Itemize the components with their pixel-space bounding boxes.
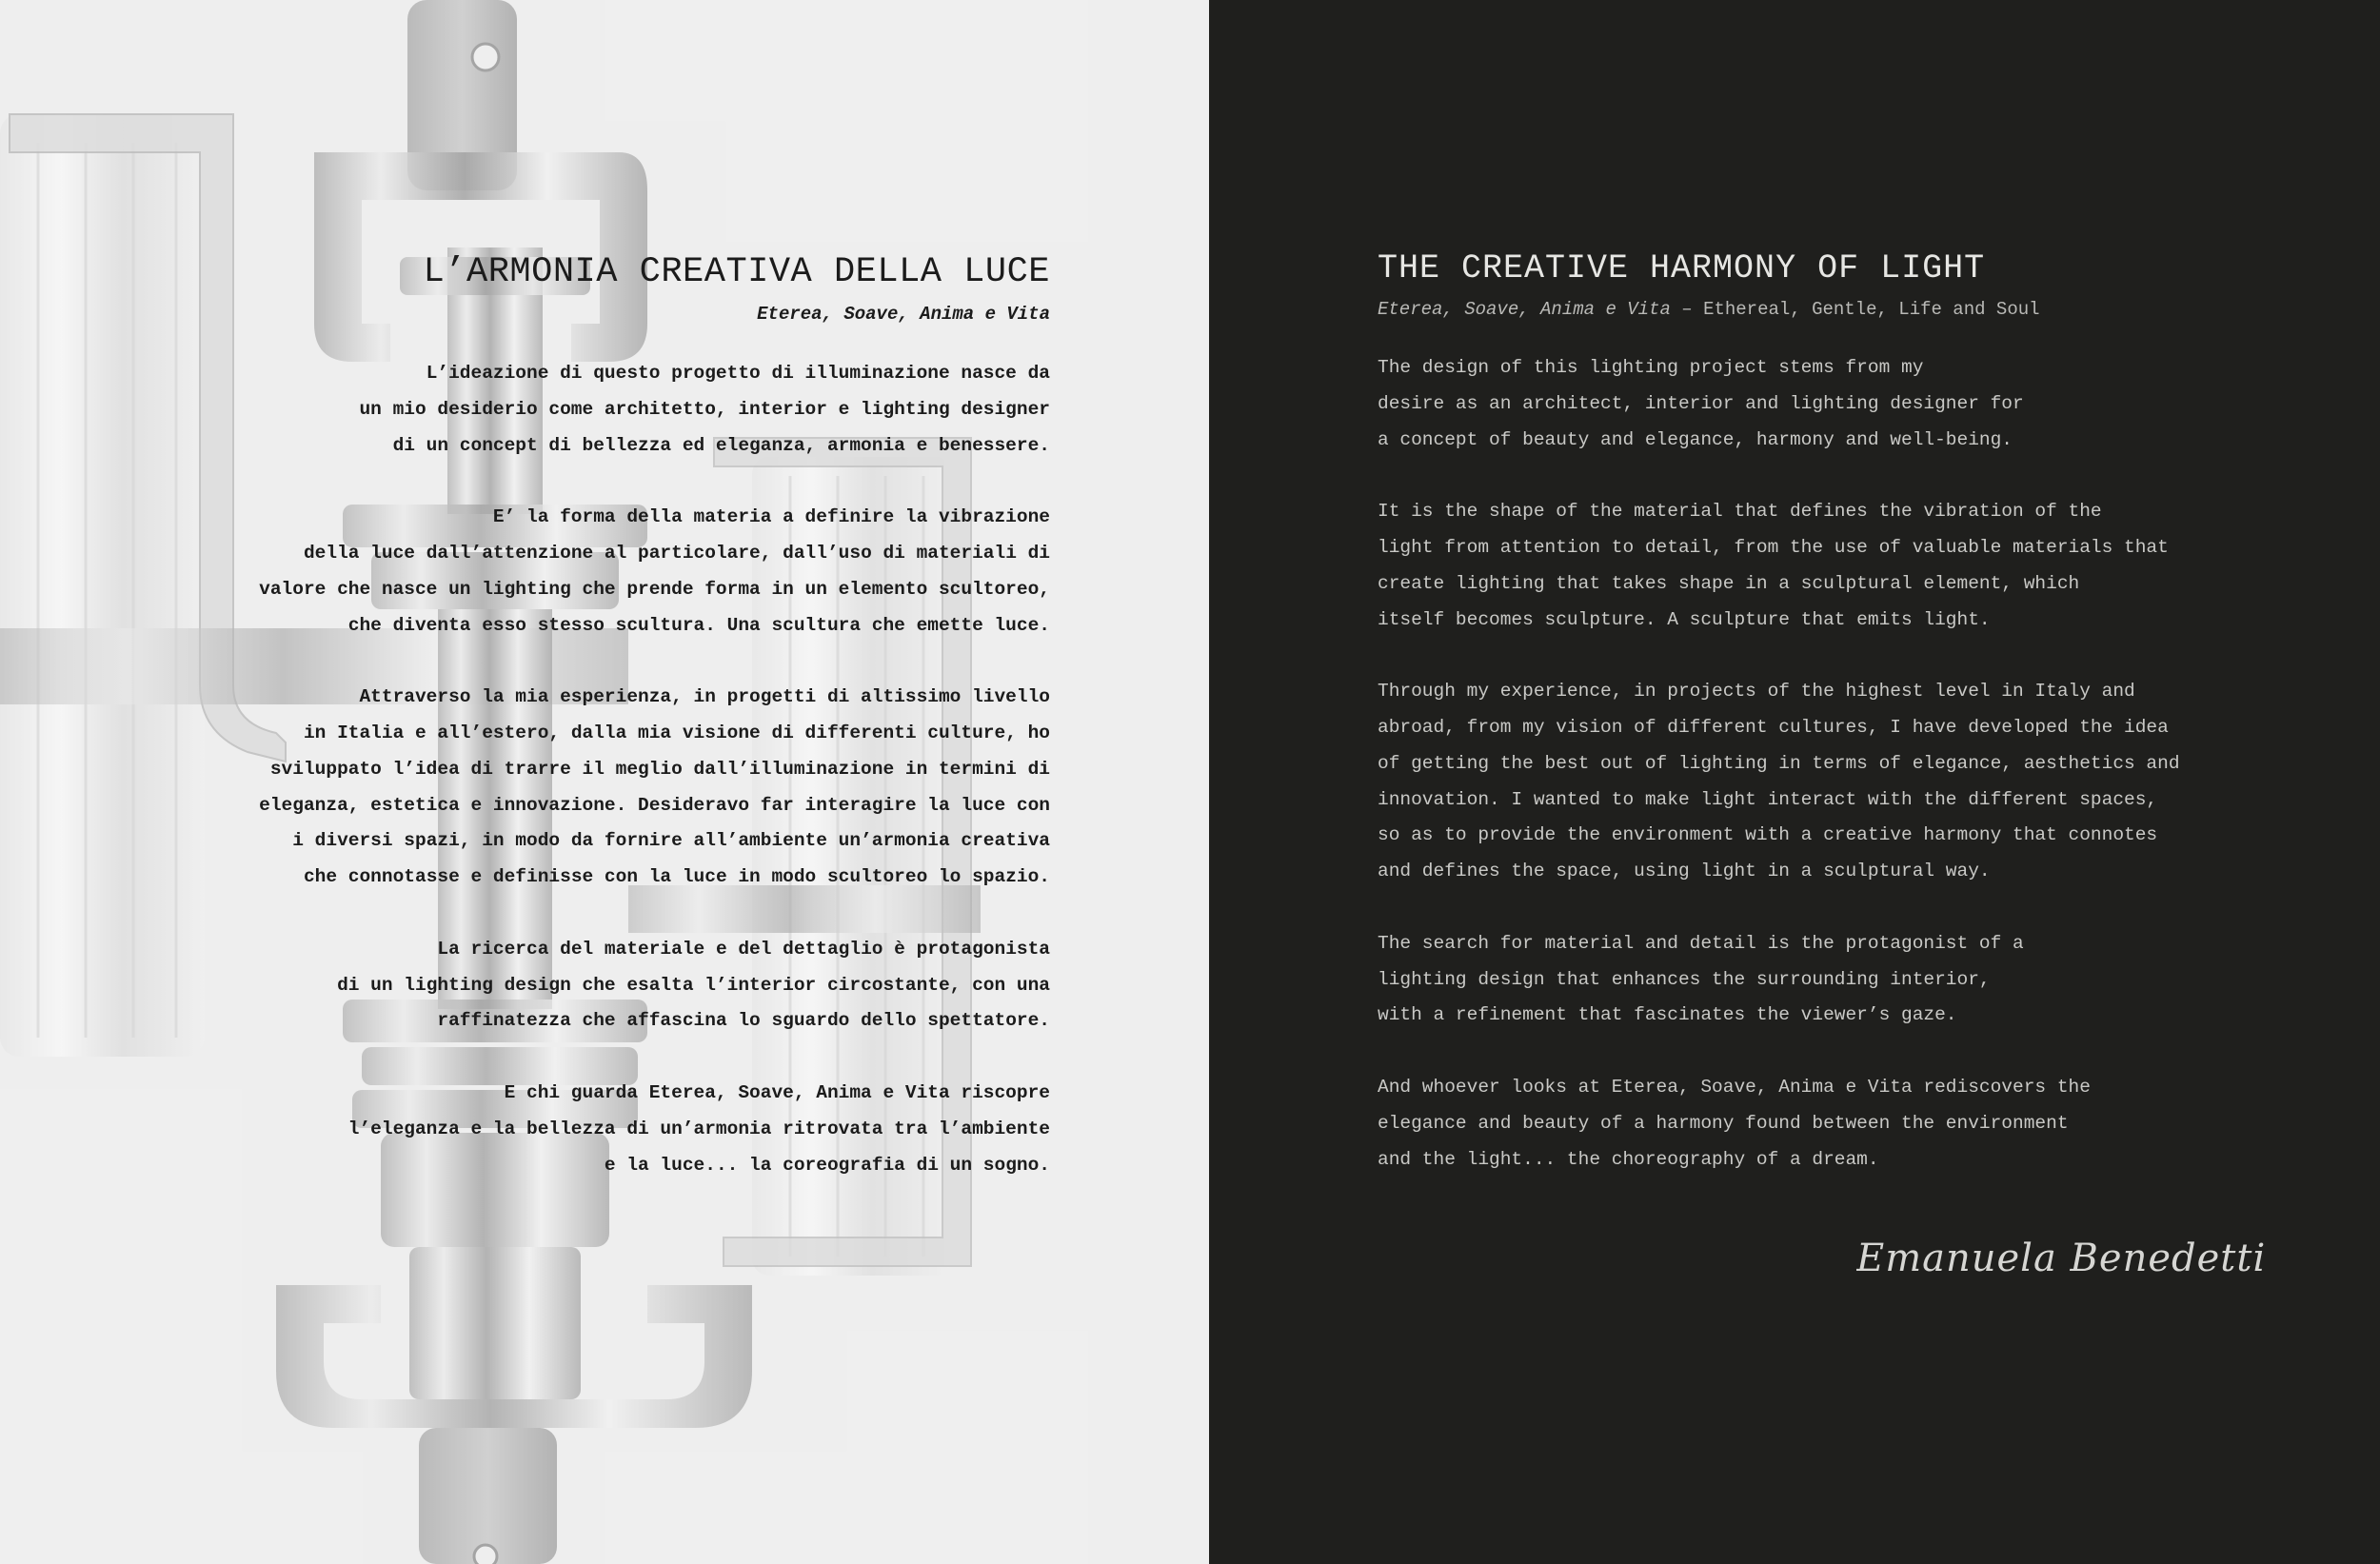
english-line: lighting design that enhances the surrounding interior, xyxy=(1378,968,1991,990)
english-paragraph xyxy=(1378,674,2349,890)
english-line: And whoever looks at Eterea, Soave, Anima e Vita rediscovers the xyxy=(1378,1076,2091,1098)
italian-title: L’ARMONIA CREATIVA DELLA LUCE xyxy=(423,252,1050,292)
english-line: with a refinement that fascinates the viewer’s gaze. xyxy=(1378,1004,1957,1026)
italian-line: in Italia e all’estero, dalla mia visione di differenti culture, ho xyxy=(303,722,1050,743)
english-line: The search for material and detail is the protagonist of a xyxy=(1378,932,2024,954)
english-subtitle-rest: – Ethereal, Gentle, Life and Soul xyxy=(1670,299,2040,320)
english-text-block xyxy=(1378,246,2349,1214)
italian-line: di un concept di bellezza ed eleganza, armonia e benessere. xyxy=(392,434,1050,456)
italian-line: La ricerca del materiale e del dettaglio è protagonista xyxy=(437,938,1050,960)
english-line: create lighting that takes shape in a sculptural element, which xyxy=(1378,572,2080,594)
italian-paragraph xyxy=(136,500,1050,643)
italian-line: Attraverso la mia esperienza, in progetti di altissimo livello xyxy=(359,686,1050,708)
italian-line: valore che nasce un lighting che prende forma in un elemento scultoreo, xyxy=(259,578,1050,600)
english-paragraph xyxy=(1378,494,2349,638)
italian-line: l’eleganza e la bellezza di un’armonia ritrovata tra l’ambiente xyxy=(347,1118,1050,1139)
italian-line: che connotasse e definisse con la luce in modo scultoreo lo spazio. xyxy=(303,866,1050,888)
english-subtitle-italic: Eterea, Soave, Anima e Vita xyxy=(1378,299,1671,320)
italian-line: della luce dall’attenzione al particolare, dall’uso di materiali di xyxy=(303,542,1050,564)
signature xyxy=(1856,1218,2275,1295)
italian-line: eleganza, estetica e innovazione. Desideravo far interagire la luce con xyxy=(259,794,1050,816)
english-line: a concept of beauty and elegance, harmony and well-being. xyxy=(1378,428,2013,450)
english-paragraph xyxy=(1378,350,2349,458)
english-line: light from attention to detail, from the use of valuable materials that xyxy=(1378,536,2169,558)
english-line: innovation. I wanted to make light interact with the different spaces, xyxy=(1378,788,2158,810)
italian-paragraph xyxy=(136,932,1050,1039)
english-line: desire as an architect, interior and lighting designer for xyxy=(1378,392,2024,414)
italian-line: e la luce... la coreografia di un sogno. xyxy=(604,1154,1050,1176)
italian-line: L’ideazione di questo progetto di illuminazione nasce da xyxy=(426,363,1050,384)
english-subtitle xyxy=(1378,291,2349,327)
english-line: elegance and beauty of a harmony found between the environment xyxy=(1378,1112,2069,1134)
english-line: so as to provide the environment with a creative harmony that connotes xyxy=(1378,824,2158,846)
english-line: It is the shape of the material that defines the vibration of the xyxy=(1378,501,2102,523)
signature-text: Emanuela Benedetti xyxy=(1856,1237,2267,1280)
english-title: THE CREATIVE HARMONY OF LIGHT xyxy=(1378,249,1986,287)
english-line: Through my experience, in projects of the highest level in Italy and xyxy=(1378,681,2135,703)
english-line: and the light... the choreography of a dream. xyxy=(1378,1148,1879,1170)
italian-paragraph xyxy=(136,680,1050,896)
italian-paragraph xyxy=(136,356,1050,464)
italian-line: di un lighting design che esalta l’interior circostante, con una xyxy=(337,974,1050,996)
english-line: itself becomes sculpture. A sculpture that emits light. xyxy=(1378,608,1991,630)
english-line: of getting the best out of lighting in terms of elegance, aesthetics and xyxy=(1378,752,2180,774)
italian-text-block xyxy=(136,249,1050,1219)
english-paragraph xyxy=(1378,1070,2349,1178)
english-paragraph xyxy=(1378,926,2349,1034)
italian-subtitle: Eterea, Soave, Anima e Vita xyxy=(757,304,1050,325)
english-line: and defines the space, using light in a sculptural way. xyxy=(1378,861,1991,882)
italian-line: i diversi spazi, in modo da fornire all’ambiente un’armonia creativa xyxy=(292,830,1050,852)
italian-line: E chi guarda Eterea, Soave, Anima e Vita riscopre xyxy=(504,1081,1050,1103)
italian-line: raffinatezza che affascina lo sguardo dello spettatore. xyxy=(437,1010,1050,1032)
italian-body xyxy=(136,356,1050,1183)
italian-line: un mio desiderio come architetto, interior e lighting designer xyxy=(359,398,1050,420)
english-body xyxy=(1378,350,2349,1178)
english-line: The design of this lighting project stems from my xyxy=(1378,357,1924,378)
english-line: abroad, from my vision of different cultures, I have developed the idea xyxy=(1378,716,2169,738)
italian-line: che diventa esso stesso scultura. Una scultura che emette luce. xyxy=(347,614,1050,636)
italian-line: E’ la forma della materia a definire la vibrazione xyxy=(492,506,1050,528)
italian-line: sviluppato l’idea di trarre il meglio dall’illuminazione in termini di xyxy=(269,758,1050,780)
italian-paragraph xyxy=(136,1076,1050,1183)
